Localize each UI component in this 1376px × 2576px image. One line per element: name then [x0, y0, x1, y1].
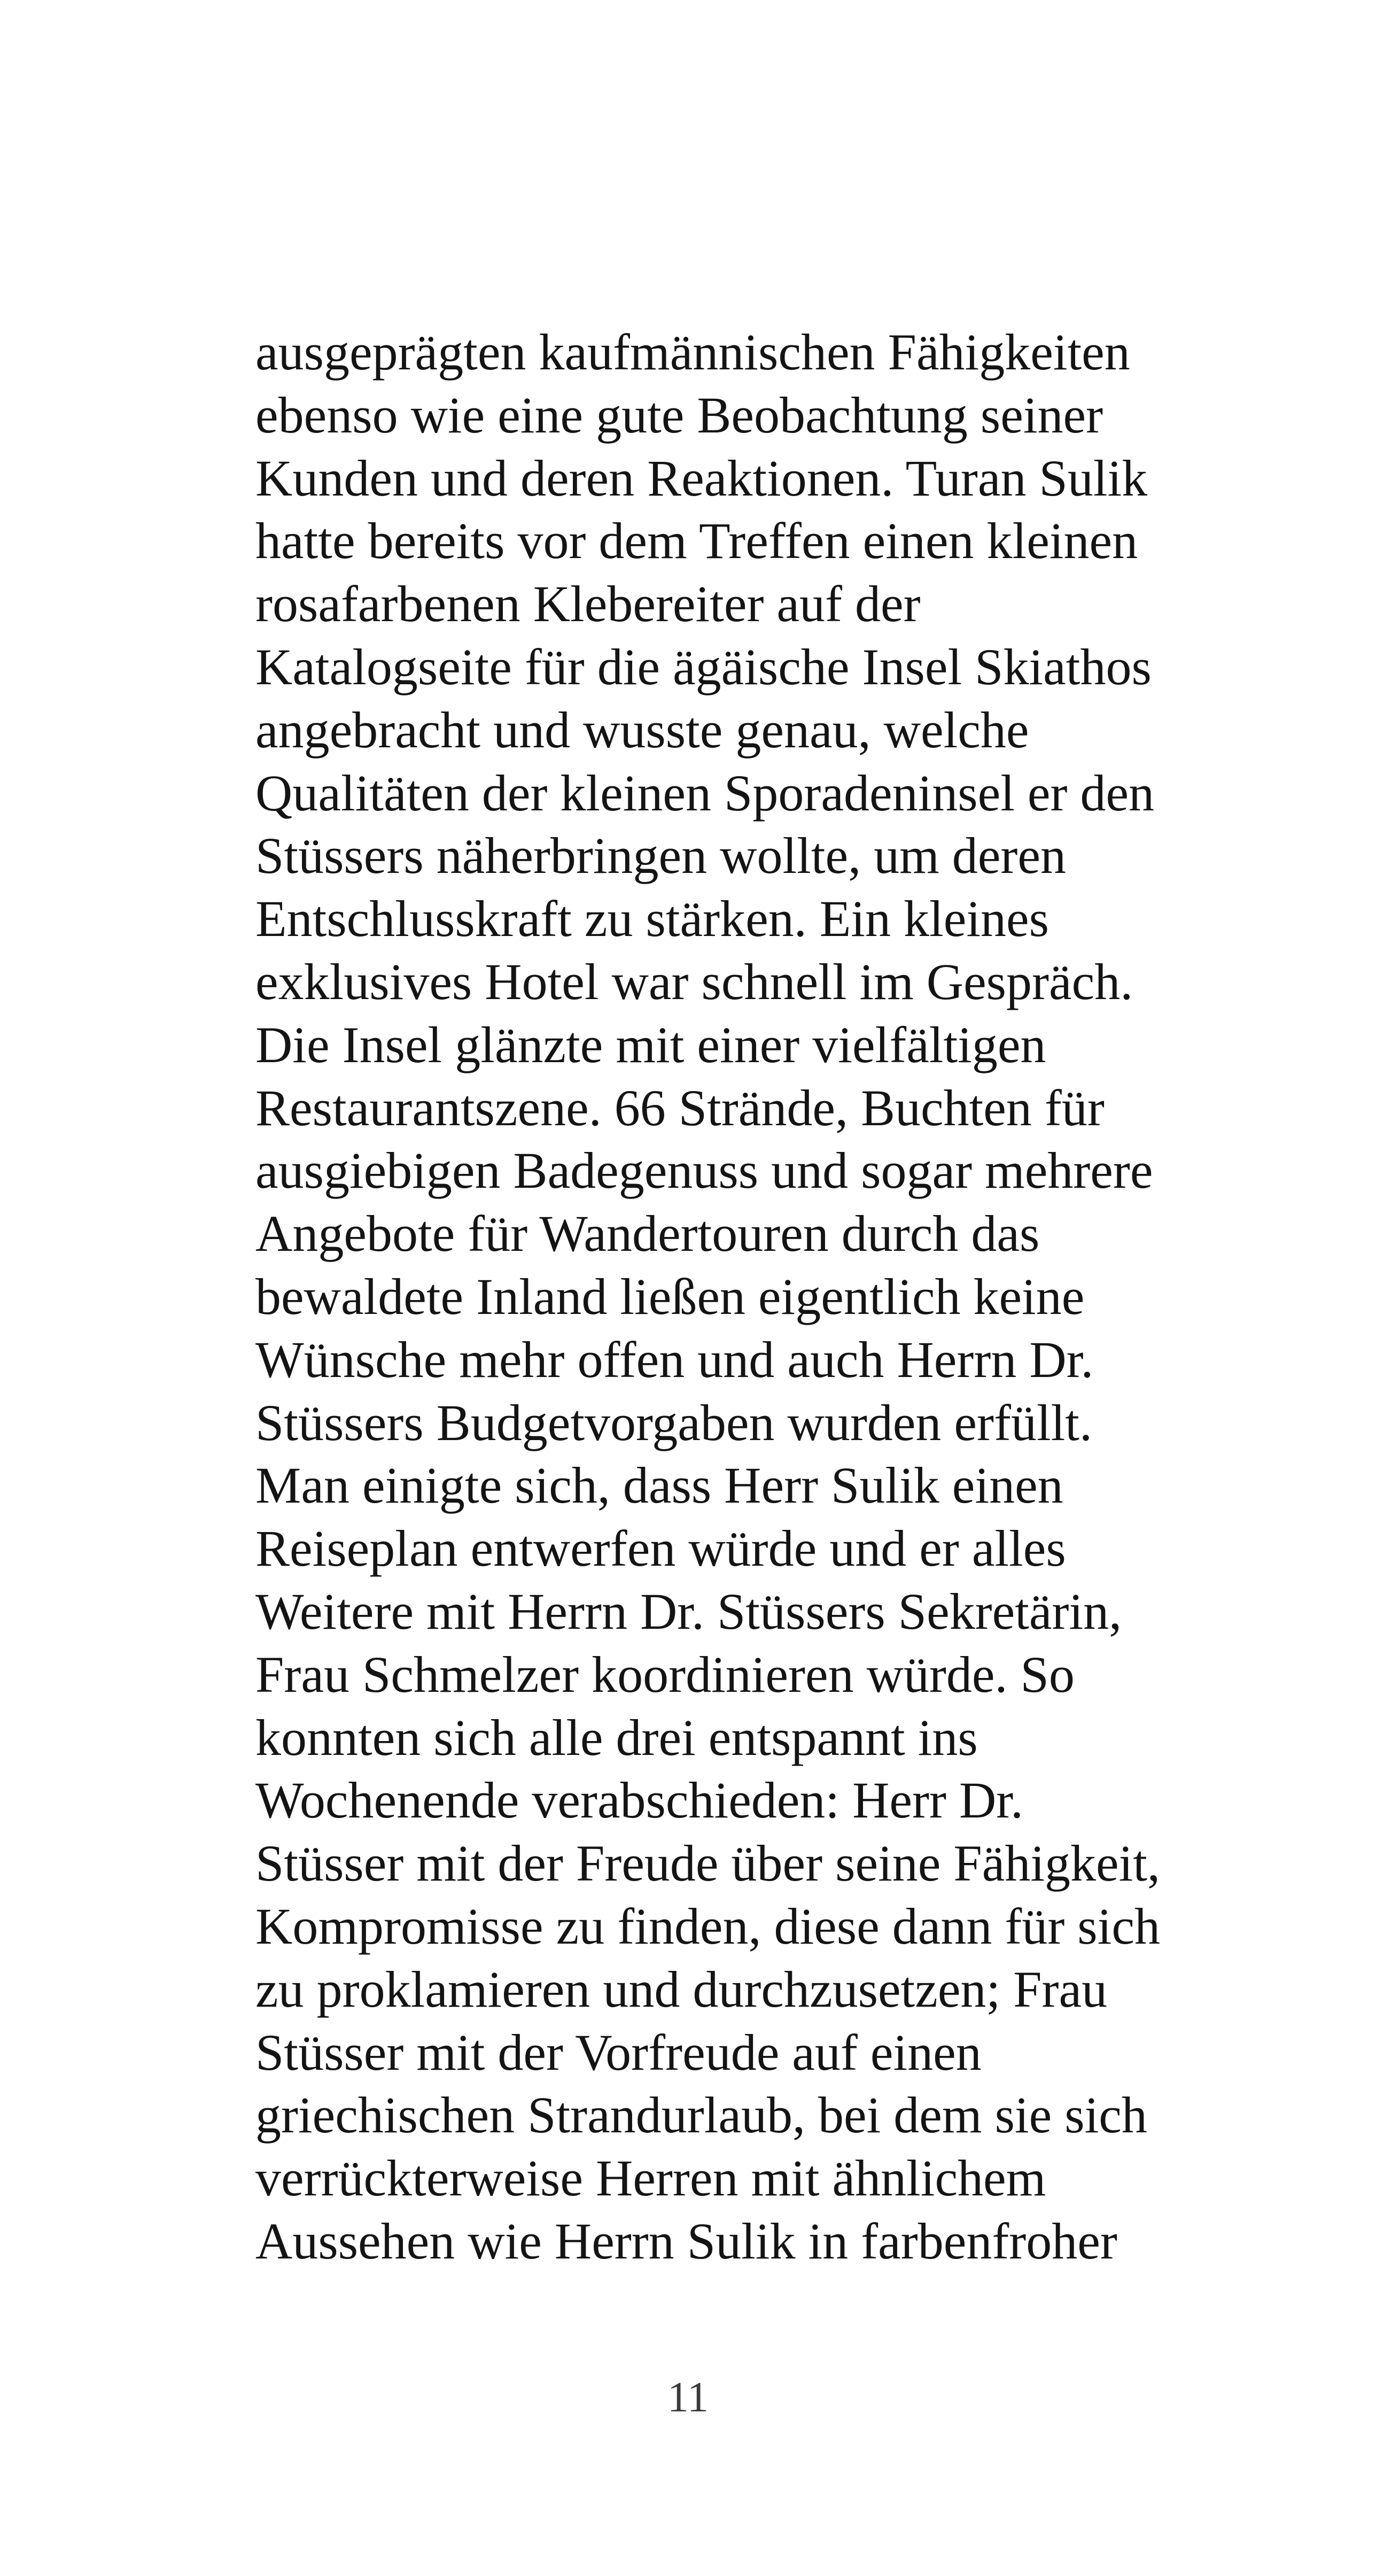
text-line: Katalogseite für die ägäische Insel Skiathos	[255, 638, 1152, 695]
text-line: Weitere mit Herrn Dr. Stüssers Sekretärin,	[255, 1582, 1122, 1640]
text-line: Die Insel glänzte mit einer vielfältigen	[255, 1016, 1046, 1073]
text-line: Aussehen wie Herrn Sulik in farbenfroher	[255, 2212, 1117, 2270]
page-number: 11	[667, 2374, 709, 2421]
text-line: rosafarbenen Klebereiter auf der	[255, 575, 921, 633]
text-line: verrückterweise Herren mit ähnlichem	[255, 2149, 1046, 2207]
text-line: Angebote für Wandertouren durch das	[255, 1205, 1040, 1263]
text-line: Restaurantszene. 66 Strände, Buchten für	[255, 1079, 1105, 1136]
text-line: Kunden und deren Reaktionen. Turan Sulik	[255, 449, 1148, 507]
text-line: Wünsche mehr offen und auch Herrn Dr.	[255, 1330, 1094, 1388]
text-line: Kompromisse zu finden, diese dann für sich	[255, 1897, 1160, 1955]
text-line: Stüssers näherbringen wollte, um deren	[255, 827, 1066, 885]
text-line: bewaldete Inland ließen eigentlich keine	[255, 1267, 1085, 1325]
text-line: Stüsser mit der Vorfreude auf einen	[255, 2023, 982, 2081]
text-line: Stüssers Budgetvorgaben wurden erfüllt.	[255, 1394, 1092, 1451]
text-line: Qualitäten der kleinen Sporadeninsel er den	[255, 764, 1155, 822]
text-line: Wochenende verabschieden: Herr Dr.	[255, 1772, 1023, 1829]
text-line: griechischen Strandurlaub, bei dem sie sich	[255, 2086, 1147, 2144]
text-line: ausgiebigen Badegenuss und sogar mehrere	[255, 1142, 1153, 1200]
text-line: ebenso wie eine gute Beobachtung seiner	[255, 386, 1103, 444]
body-text	[255, 321, 1217, 2273]
text-line: ausgeprägten kaufmännischen Fähigkeiten	[255, 323, 1130, 381]
text-line: zu proklamieren und durchzusetzen; Frau	[255, 1960, 1108, 2018]
text-line: konnten sich alle drei entspannt ins	[255, 1708, 978, 1766]
text-line: Entschlusskraft zu stärken. Ein kleines	[255, 890, 1049, 948]
text-line: Frau Schmelzer koordinieren würde. So	[255, 1645, 1075, 1703]
text-line: angebracht und wusste genau, welche	[255, 701, 1029, 759]
text-line: Stüsser mit der Freude über seine Fähigkeit,	[255, 1835, 1160, 1892]
text-line: exklusives Hotel war schnell im Gespräch.	[255, 953, 1133, 1010]
text-line: Man einigte sich, dass Herr Sulik einen	[255, 1457, 1063, 1514]
text-line: hatte bereits vor dem Treffen einen kleinen	[255, 512, 1138, 570]
text-line: Reiseplan entwerfen würde und er alles	[255, 1520, 1066, 1577]
